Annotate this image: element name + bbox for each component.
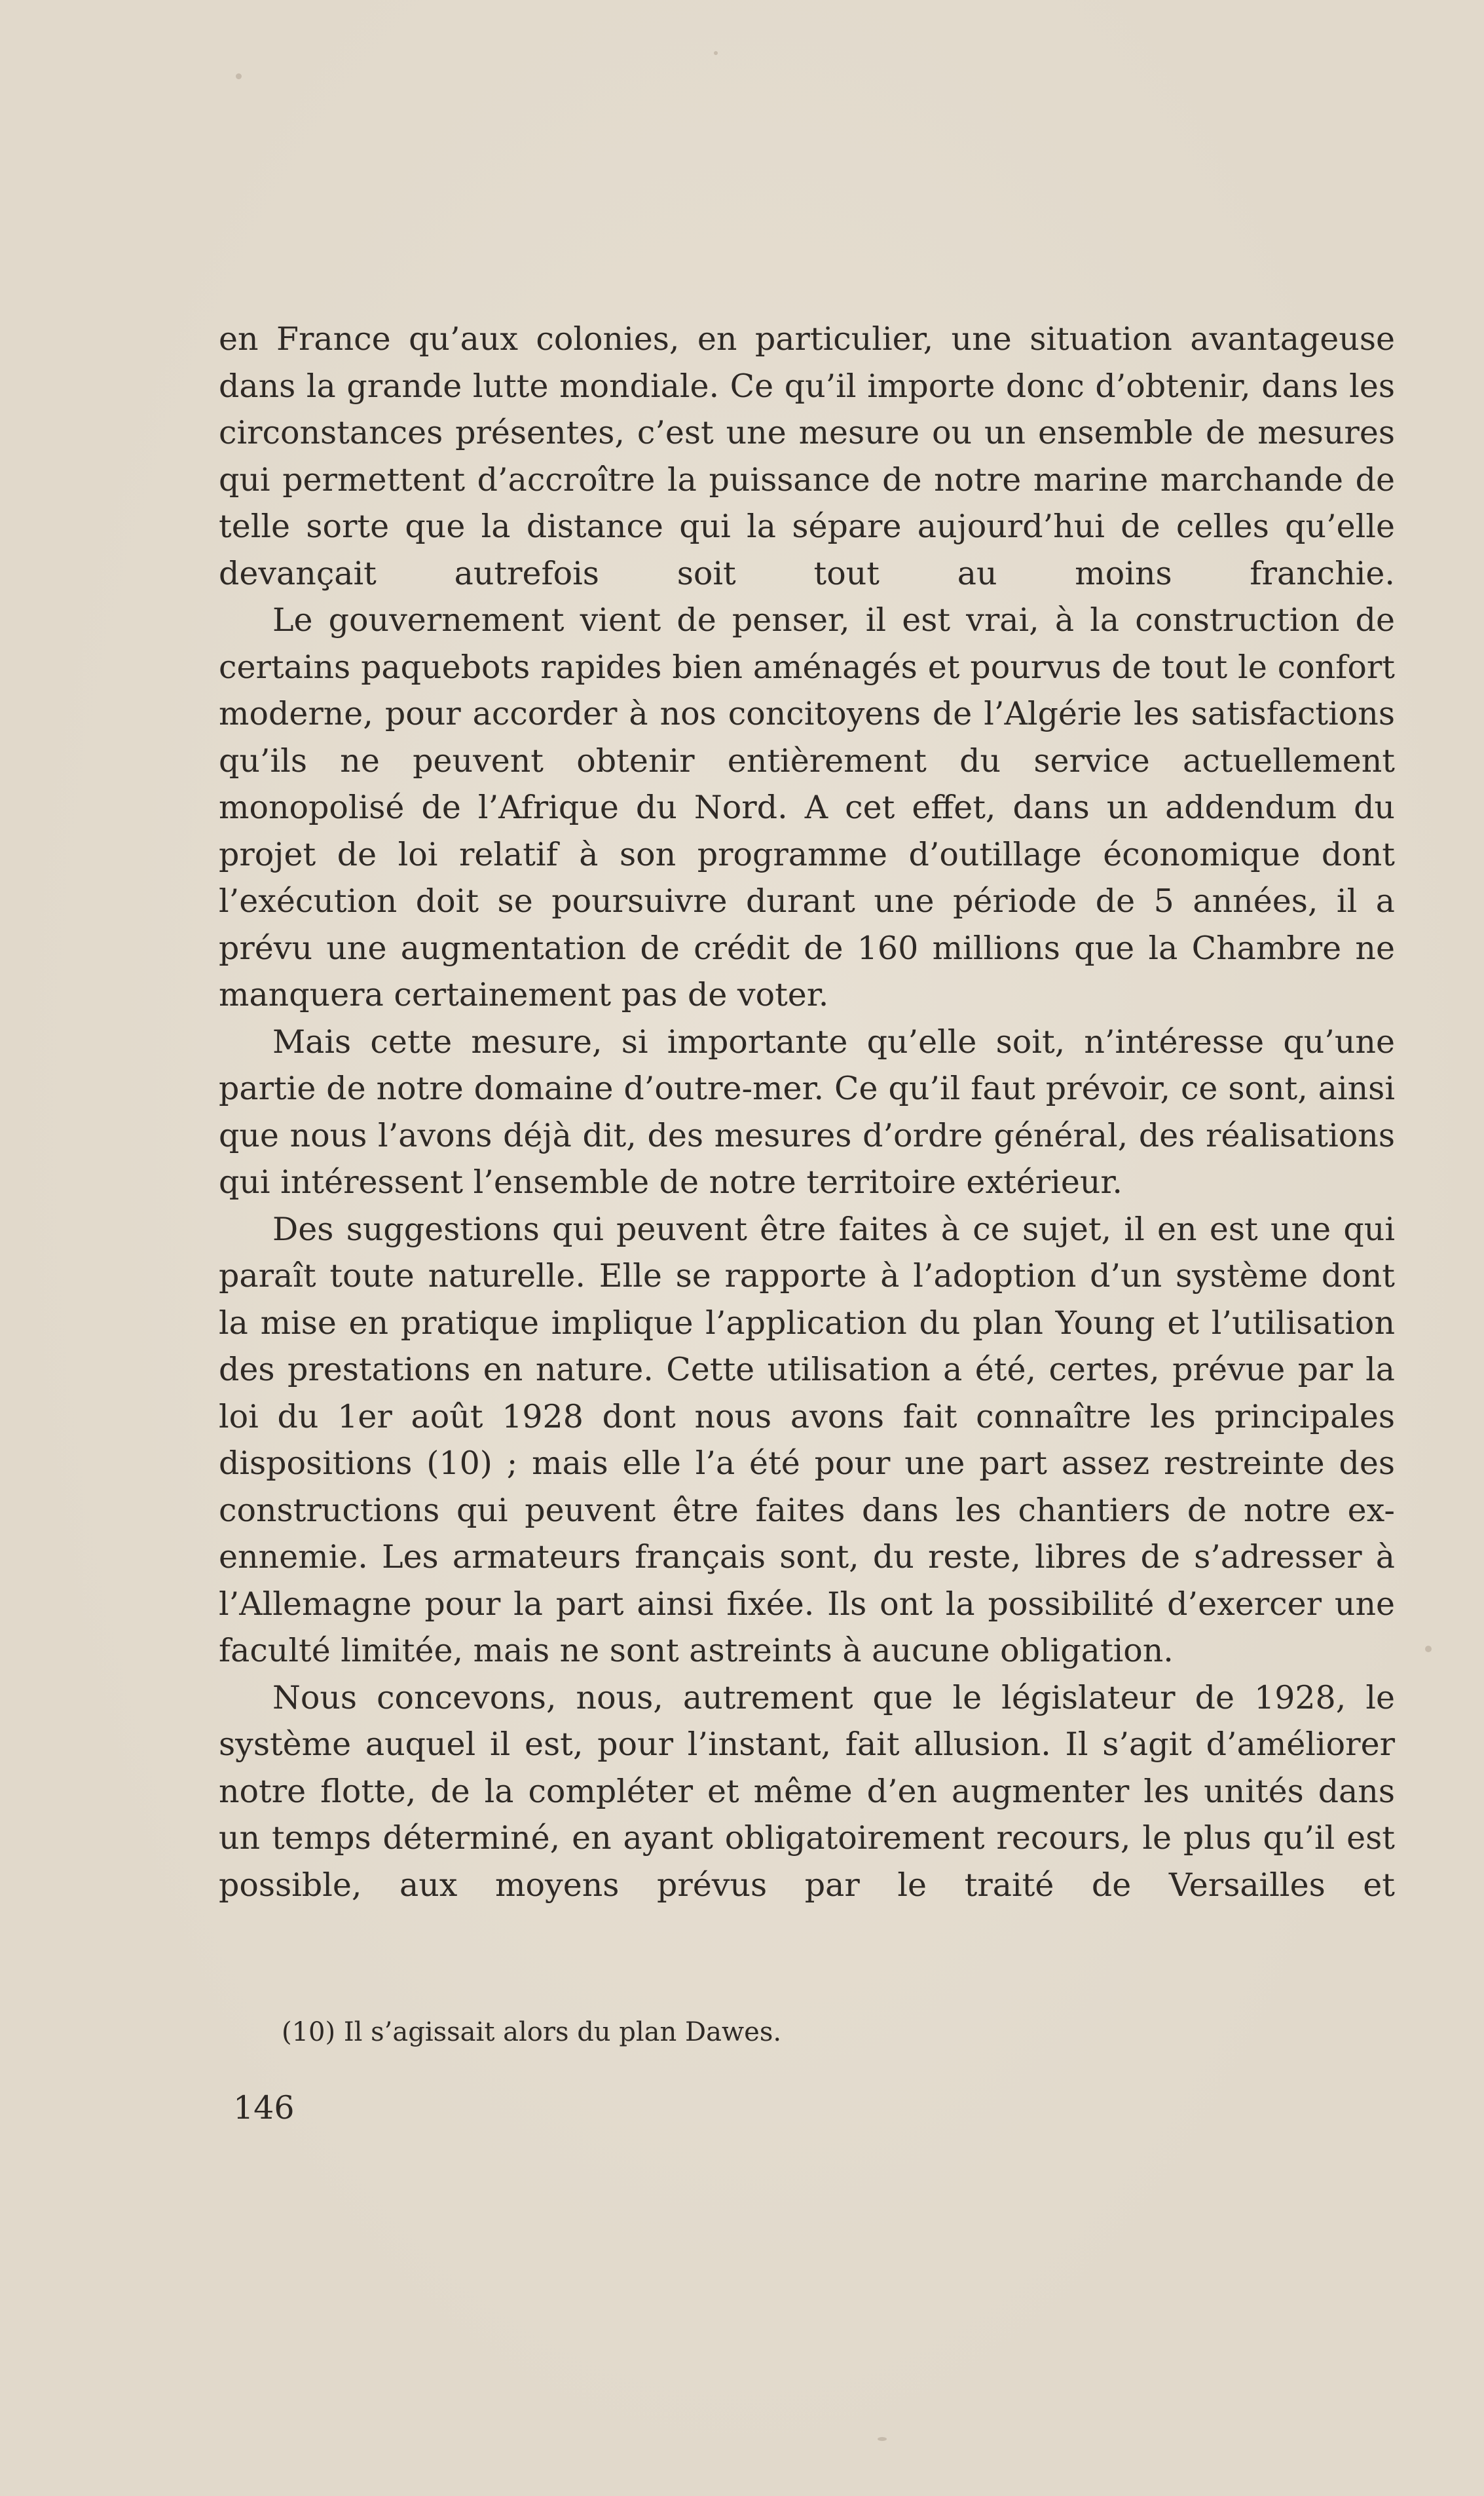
paragraph-5: Nous concevons, nous, autrement que le législateur de 1928, le système auquel il est, pour l’instant, fait allusion. Il s’agit d’améliorer notre flotte, de la compléter et même d’en augmenter les unités dans un temps déterminé, en ayant obligatoirement recours, le plus qu’il est possible, aux moyens prévus par le traité de Versailles et — [219, 1678, 1395, 1904]
paper-speck — [1425, 1646, 1432, 1652]
paper-speck — [878, 2437, 887, 2441]
footnote: (10) Il s’agissait alors du plan Dawes. — [282, 2017, 782, 2047]
body-text — [219, 316, 1395, 1908]
page-number: 146 — [233, 2089, 295, 2127]
paragraph-4: Des suggestions qui peuvent être faites à ce sujet, il en est une qui paraît toute naturelle. Elle se rapporte à l’adoption d’un système dont la mise en pratique implique l’application du plan Young et l’utilisation des prestations en nature. Cette utilisation a été, certes, prévue par la loi du 1er août 1928 dont nous avons fait connaître les principales dispositions (10) ; mais elle l’a été pour une part assez restreinte des constructions qui peuvent être faites dans les chantiers de notre ex-ennemie. Les armateurs français sont, du reste, libres de s’adresser à l’Allemagne pour la part ainsi fixée. Ils ont la possibilité d’exercer une faculté limitée, mais ne sont astreints à aucune obligation. — [219, 1210, 1395, 1669]
paper-speck — [714, 51, 718, 55]
paper-speck — [236, 73, 242, 79]
paragraph-3: Mais cette mesure, si importante qu’elle soit, n’intéresse qu’une partie de notre domaine d’outre-mer. Ce qu’il faut prévoir, ce sont, ainsi que nous l’avons déjà dit, des mesures d’ordre général, des réalisations qui intéressent l’ensemble de notre territoire extérieur. — [219, 1023, 1395, 1201]
paragraph-2: Le gouvernement vient de penser, il est vrai, à la construction de certains paquebots rapides bien aménagés et pourvus de tout le confort moderne, pour accorder à nos concitoyens de l’Algérie les satisfactions qu’ils ne peuvent obtenir entièrement du service actuellement monopolisé de l’Afrique du Nord. A cet effet, dans un addendum du projet de loi relatif à son programme d’outillage économique dont l’exécution doit se poursuivre durant une période de 5 années, il a prévu une augmentation de crédit de 160 millions que la Chambre ne manquera certainement pas de voter. — [219, 601, 1395, 1013]
paragraph-1: en France qu’aux colonies, en particulier, une situation avantageuse dans la grande lutte mondiale. Ce qu’il importe donc d’obtenir, dans les circonstances présentes, c’est une mesure ou un ensemble de mesures qui permettent d’accroître la puissance de notre marine marchande de telle sorte que la distance qui la sépare aujourd’hui de celles qu’elle devançait autrefois soit tout au moins franchie. — [219, 320, 1395, 592]
